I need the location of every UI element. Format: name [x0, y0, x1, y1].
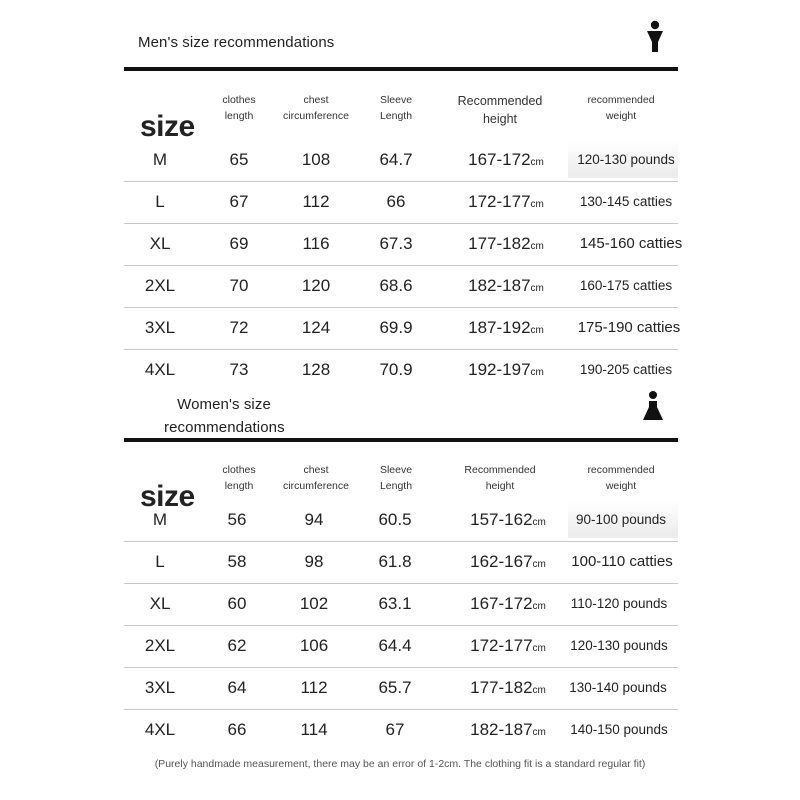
height-cell: 157-162cm: [470, 510, 546, 529]
length-cell: 66: [227, 720, 247, 739]
size-cell: 2XL: [144, 636, 176, 655]
table-row: [124, 668, 678, 710]
length-cell: 60: [227, 594, 247, 613]
length-cell: 56: [227, 510, 247, 529]
table-row: [124, 500, 678, 542]
length-cell: 73: [229, 360, 249, 379]
women-size-header: size: [140, 480, 195, 513]
table-row: [124, 710, 678, 751]
size-cell: 3XL: [144, 678, 176, 697]
height-cell: 172-177cm: [470, 636, 546, 655]
height-cell: 177-182cm: [470, 678, 546, 697]
women-table-body: [124, 500, 678, 751]
sleeve-cell: 69.9: [379, 318, 413, 337]
sleeve-cell: 64.7: [379, 150, 413, 169]
sleeve-cell: 67.3: [379, 234, 413, 253]
weight-cell: 190-205 catties: [579, 362, 673, 377]
chest-cell: 112: [302, 192, 330, 211]
weight-cell: 175-190 catties: [577, 319, 681, 336]
height-cell: 177-182cm: [468, 234, 544, 253]
size-cell: 4XL: [144, 720, 176, 739]
height-cell: 167-172cm: [468, 150, 544, 169]
weight-cell: 90-100 pounds: [575, 512, 667, 527]
table-row: [124, 266, 678, 308]
chest-cell: 114: [300, 720, 328, 739]
length-cell: 64: [227, 678, 247, 697]
women-height-header: Recommended height: [464, 464, 536, 492]
women-length-header: clothes length: [222, 464, 256, 492]
weight-cell: 145-160 catties: [579, 235, 683, 252]
chest-cell: 94: [304, 510, 324, 529]
table-row: [124, 308, 681, 350]
men-chest-header: chest circumference: [283, 94, 349, 122]
women-sleeve-header: Sleeve Length: [379, 464, 413, 492]
height-cell: 162-167cm: [470, 552, 546, 571]
men-weight-header: recommended weight: [587, 94, 655, 122]
chest-cell: 128: [301, 360, 331, 379]
women-header-rule: [124, 438, 678, 442]
table-row: [124, 542, 678, 584]
women-size-section: [124, 390, 678, 752]
chest-cell: 98: [304, 552, 324, 571]
table-row: [124, 224, 683, 266]
women-section-title: Women's size recommendations: [164, 396, 285, 436]
women-weight-header: recommended weight: [587, 464, 655, 492]
chest-cell: 106: [299, 636, 329, 655]
table-row: [124, 626, 678, 668]
length-cell: 62: [227, 636, 247, 655]
men-table-header: [124, 92, 678, 142]
sleeve-cell: 64.4: [378, 636, 412, 655]
size-cell: 2XL: [144, 276, 176, 295]
women-chest-header: chest circumference: [283, 464, 349, 492]
sleeve-cell: 60.5: [378, 510, 412, 529]
size-cell: L: [155, 192, 165, 211]
man-icon: [646, 20, 664, 59]
woman-icon: [642, 390, 664, 429]
men-size-section: [124, 14, 683, 379]
men-header-rule: [124, 67, 678, 71]
size-cell: XL: [149, 234, 171, 253]
table-row: [124, 350, 678, 391]
length-cell: 69: [229, 234, 249, 253]
sleeve-cell: 70.9: [379, 360, 413, 379]
weight-cell: 160-175 catties: [579, 278, 673, 293]
length-cell: 70: [229, 276, 249, 295]
height-cell: 187-192cm: [468, 318, 544, 337]
height-cell: 167-172cm: [470, 594, 546, 613]
weight-cell: 140-150 pounds: [570, 722, 668, 737]
men-size-header: size: [140, 110, 195, 143]
size-cell: 4XL: [144, 360, 176, 379]
chest-cell: 124: [301, 318, 331, 337]
size-cell: 3XL: [144, 318, 176, 337]
sleeve-cell: 63.1: [378, 594, 412, 613]
weight-cell: 100-110 catties: [571, 553, 673, 570]
measurement-footnote: (Purely handmade measurement, there may be an error of 1-2cm. The clothing fit is a standard regular fit): [154, 758, 646, 770]
men-height-header: Recommended height: [457, 94, 543, 126]
height-cell: 182-187cm: [468, 276, 544, 295]
size-cell: XL: [149, 594, 171, 613]
chest-cell: 120: [301, 276, 331, 295]
table-row: [124, 182, 678, 224]
length-cell: 58: [227, 552, 247, 571]
height-cell: 182-187cm: [470, 720, 546, 739]
length-cell: 72: [229, 318, 249, 337]
length-cell: 65: [229, 150, 249, 169]
weight-cell: 120-130 pounds: [570, 638, 668, 653]
table-row: [124, 140, 678, 182]
men-sleeve-header: Sleeve Length: [379, 94, 413, 122]
length-cell: 67: [229, 192, 249, 211]
size-cell: M: [152, 510, 168, 529]
weight-cell: 120-130 pounds: [577, 152, 675, 167]
men-length-header: clothes length: [222, 94, 256, 122]
weight-cell: 130-145 catties: [579, 194, 673, 209]
men-section-title: Men's size recommendations: [138, 34, 335, 51]
chest-cell: 116: [302, 234, 330, 253]
chest-cell: 112: [300, 678, 328, 697]
sleeve-cell: 67: [385, 720, 405, 739]
weight-cell: 130-140 pounds: [569, 680, 667, 695]
weight-cell: 110-120 pounds: [570, 596, 668, 611]
height-cell: 172-177cm: [468, 192, 544, 211]
chest-cell: 102: [299, 594, 329, 613]
chest-cell: 108: [301, 150, 331, 169]
sleeve-cell: 65.7: [378, 678, 412, 697]
sleeve-cell: 61.8: [378, 552, 412, 571]
sleeve-cell: 66: [386, 192, 406, 211]
size-cell: L: [155, 552, 165, 571]
sleeve-cell: 68.6: [379, 276, 413, 295]
table-row: [124, 584, 678, 626]
men-table-body: [124, 140, 683, 391]
size-cell: M: [152, 150, 168, 169]
height-cell: 192-197cm: [468, 360, 544, 379]
